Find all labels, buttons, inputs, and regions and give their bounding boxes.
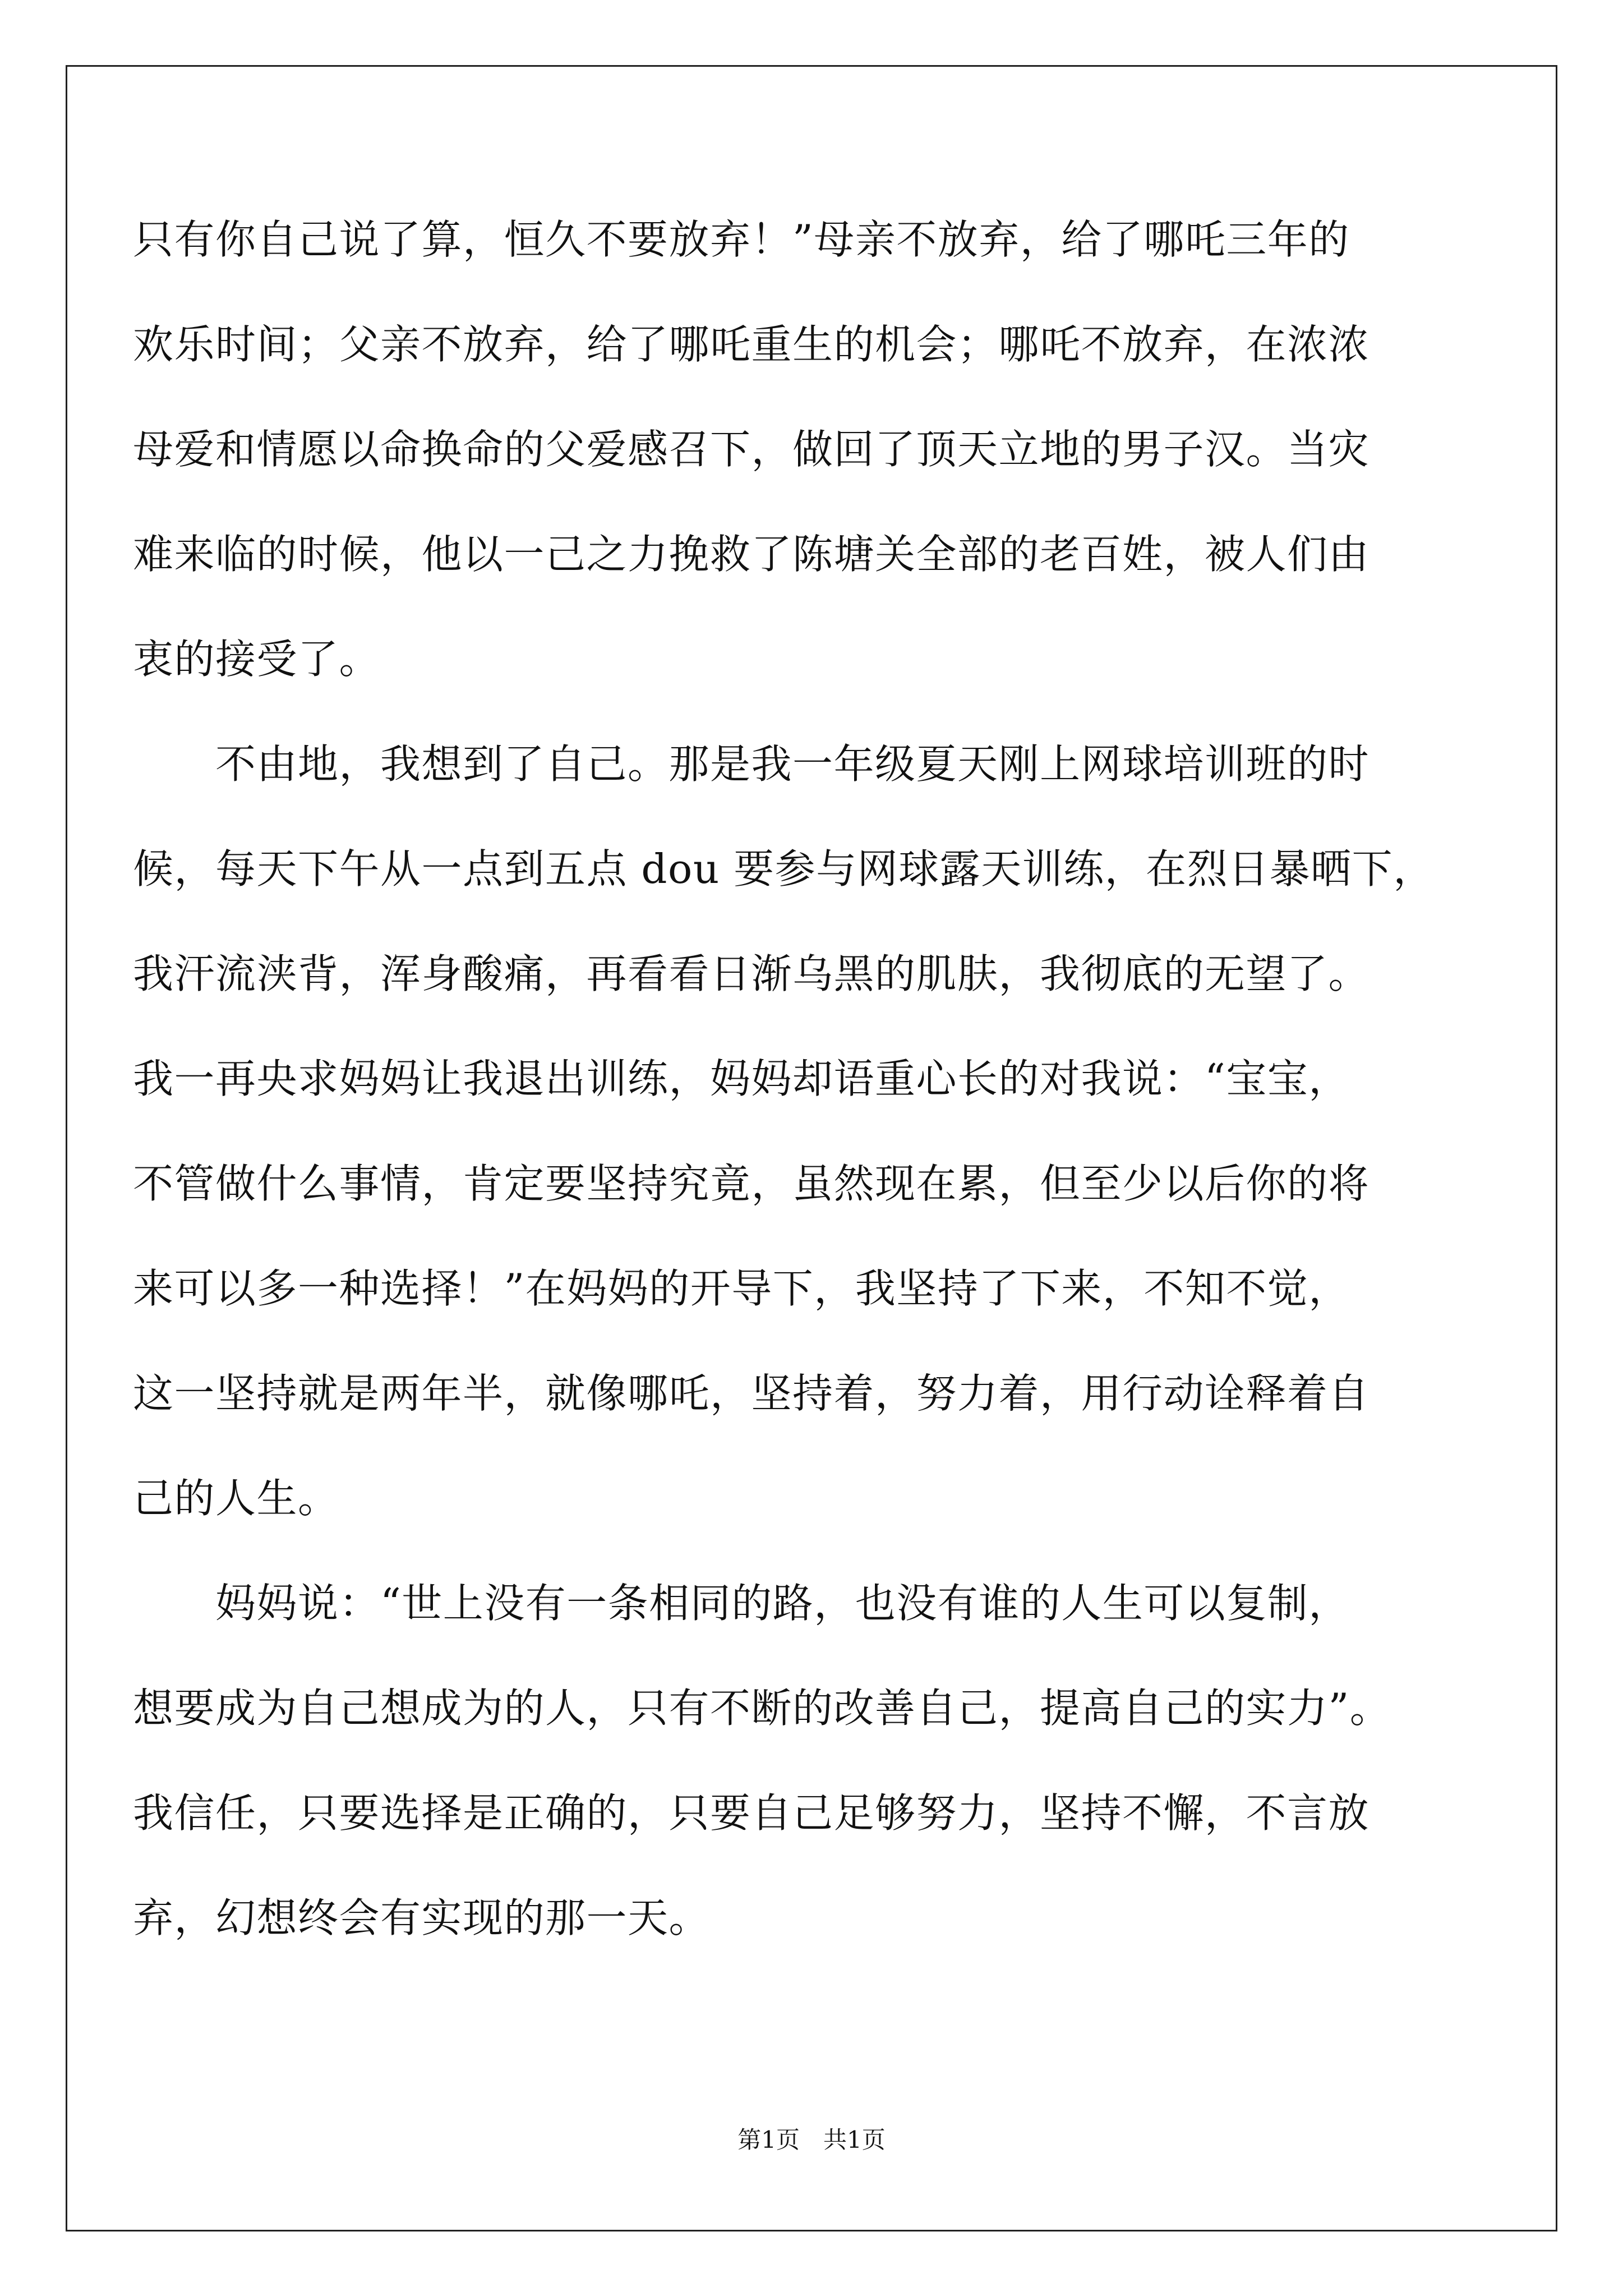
text-line: 来可以多一种选择！”在妈妈的开导下，我坚持了下来，不知不觉， xyxy=(133,1265,1350,1312)
text-line: 不由地，我想到了自己。那是我一年级夏天刚上网球培训班的时 xyxy=(133,740,1370,788)
text-line: 我一再央求妈妈让我退出训练，妈妈却语重心长的对我说：“宝宝， xyxy=(133,1055,1350,1102)
text-line: 候，每天下午从一点到五点 dou 要参与网球露天训练，在烈日暴晒下， xyxy=(133,845,1435,892)
text-line: 弃，幻想终会有实现的那一天。 xyxy=(133,1894,711,1941)
text-line: 妈妈说：“世上没有一条相同的路，也没有谁的人生可以复制， xyxy=(133,1580,1350,1627)
document-body xyxy=(133,187,1459,1971)
text-line: 欢乐时间；父亲不放弃，给了哪吒重生的机会；哪吒不放弃，在浓浓 xyxy=(133,321,1370,368)
text-line: 我汗流浃背，浑身酸痛，再看看日渐乌黑的肌肤，我彻底的无望了。 xyxy=(133,950,1370,997)
text-line: 我信任，只要选择是正确的，只要自己足够努力，坚持不懈，不言放 xyxy=(133,1789,1370,1837)
page-number-footer: 第1页 共1页 xyxy=(737,2126,886,2154)
text-line: 这一坚持就是两年半，就像哪吒，坚持着，努力着，用行动诠释着自 xyxy=(133,1370,1370,1417)
text-line: 只有你自己说了算，恒久不要放弃！”母亲不放弃，给了哪吒三年的 xyxy=(133,216,1350,263)
text-line: 不管做什么事情，肯定要坚持究竟，虽然现在累，但至少以后你的将 xyxy=(133,1160,1370,1207)
text-line: 难来临的时候，他以一己之力挽救了陈塘关全部的老百姓，被人们由 xyxy=(133,531,1370,578)
text-line: 己的人生。 xyxy=(133,1475,339,1522)
text-line: 母爱和情愿以命换命的父爱感召下，做回了顶天立地的男子汉。当灾 xyxy=(133,426,1370,473)
text-line: 衷的接受了。 xyxy=(133,636,381,683)
text-line: 想要成为自己想成为的人，只有不断的改善自己，提高自己的实力”。 xyxy=(133,1685,1391,1732)
